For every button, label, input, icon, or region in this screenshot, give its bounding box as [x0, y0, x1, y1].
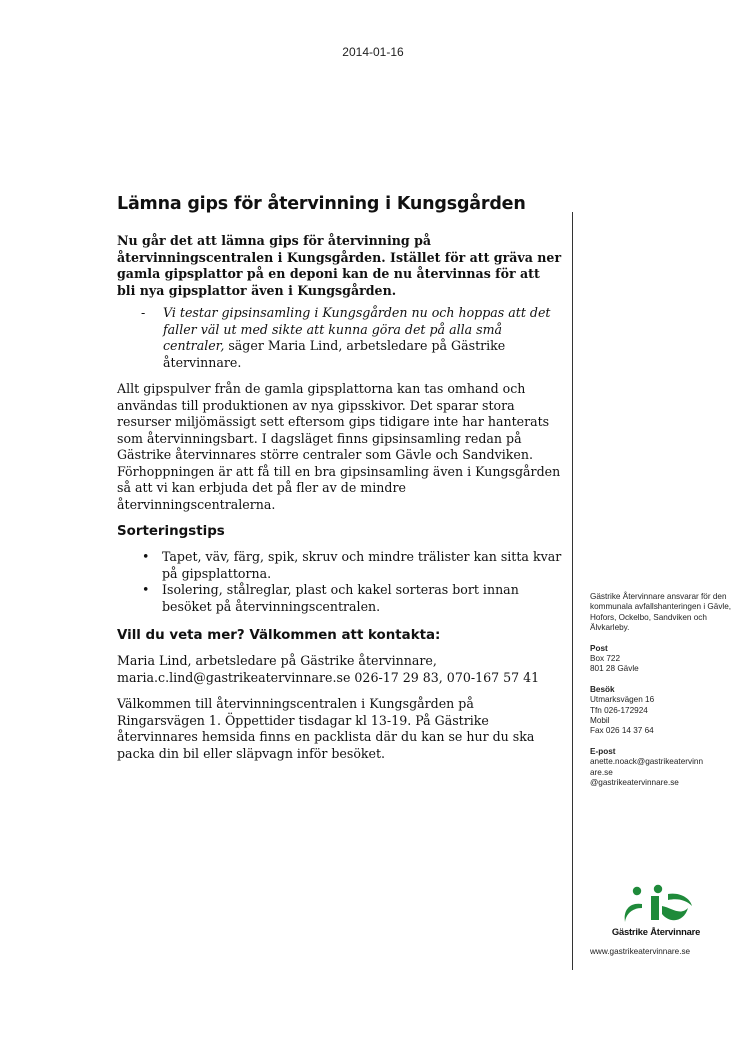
contact-heading: Vill du veta mer? Välkommen att kontakta:: [117, 628, 441, 643]
tip-text: Isolering, stålreglar, plast och kakel sorteras bort innan besöket på återvinningscentralen.: [162, 582, 519, 614]
post-label: Post: [590, 643, 608, 653]
quote: [117, 305, 562, 371]
quote-attribution: säger Maria Lind, arbetsledare på Gästrike återvinnare.: [163, 338, 506, 370]
closing-paragraph: Välkommen till återvinningscentralen i Kungsgården på Ringarsvägen 1. Öppettider tisdagar kl 13-19. På Gästrike återvinnares hemsida finns en packlista där du kan se hur du ska packa din bil eller släpvagn inför besöket.: [117, 696, 535, 761]
tips-heading: Sorteringstips: [117, 524, 225, 539]
email-line[interactable]: anette.noack@gastrikeatervinn: [590, 757, 703, 767]
sidebar: [590, 592, 738, 799]
column-divider: [572, 212, 573, 970]
article-title: Lämna gips för återvinning i Kungsgården: [117, 194, 526, 214]
email-line[interactable]: are.se: [590, 767, 613, 777]
company-logo: [598, 880, 714, 940]
body-paragraph: Allt gipspulver från de gamla gipsplattorna kan tas omhand och användas till produktionen av nya gipsskivor. Det sparar stora resurser miljömässigt sett eftersom gips tidigare inte har hanterats som återvinningsbart. I dagsläget finns gipsinsamling redan på Gästrike återvinnares större centraler som Gävle och Sandviken. Förhoppningen är att få till en bra gipsinsamling även i Kungsgården så att vi kan erbjuda det på fler av de mindre återvinningscentralerna.: [117, 381, 561, 512]
sidebar-about: Gästrike Återvinnare ansvarar för den kommunala avfallshanteringen i Gävle, Hofors, Ockelbo, Sandviken och Älvkarleby.: [590, 592, 732, 633]
sidebar-email: [590, 747, 738, 789]
logo-text: Gästrike Återvinnare: [611, 926, 701, 937]
visit-line: Mobil: [590, 716, 610, 726]
list-item: [117, 582, 562, 615]
bullet-icon: •: [142, 582, 150, 597]
contact-paragraph: Maria Lind, arbetsledare på Gästrike återvinnare, maria.c.lind@gastrikeatervinnare.se 026-17 29 83, 070-167 57 41: [117, 653, 540, 685]
list-item: [117, 549, 562, 582]
document-date: 2014-01-16: [342, 45, 404, 59]
post-line: Box 722: [590, 654, 621, 664]
tip-text: Tapet, väv, färg, spik, skruv och mindre trälister kan sitta kvar på gipsplattorna.: [162, 549, 562, 581]
email-line[interactable]: @gastrikeatervinnare.se: [590, 778, 679, 788]
article-lead: Nu går det att lämna gips för återvinning på återvinningscentralen i Kungsgården. Istället för att gräva ner gamla gipsplattor på en deponi kan de nu återvinnas för att bli nya gipsplattor även i Kungsgården.: [117, 233, 562, 298]
quote-italic: Vi testar gipsinsamling i Kungsgården nu och hoppas att det faller väl ut med sikte att kunna göra det på alla små centraler,: [163, 305, 551, 353]
bullet-icon: •: [142, 549, 150, 564]
visit-line: Tfn 026-172924: [590, 705, 648, 715]
post-line: 801 28 Gävle: [590, 664, 639, 674]
sidebar-visit: [590, 685, 738, 737]
quote-dash: -: [141, 305, 146, 320]
visit-line: Fax 026 14 37 64: [590, 726, 654, 736]
visit-label: Besök: [590, 684, 615, 694]
email-label: E-post: [590, 746, 616, 756]
tips-list: [117, 549, 562, 615]
visit-line: Utmarksvägen 16: [590, 695, 655, 705]
website-link[interactable]: www.gastrikeatervinnare.se: [590, 947, 691, 956]
sidebar-post: [590, 644, 738, 675]
article: [117, 192, 562, 772]
logo-mark-icon: [598, 880, 714, 928]
